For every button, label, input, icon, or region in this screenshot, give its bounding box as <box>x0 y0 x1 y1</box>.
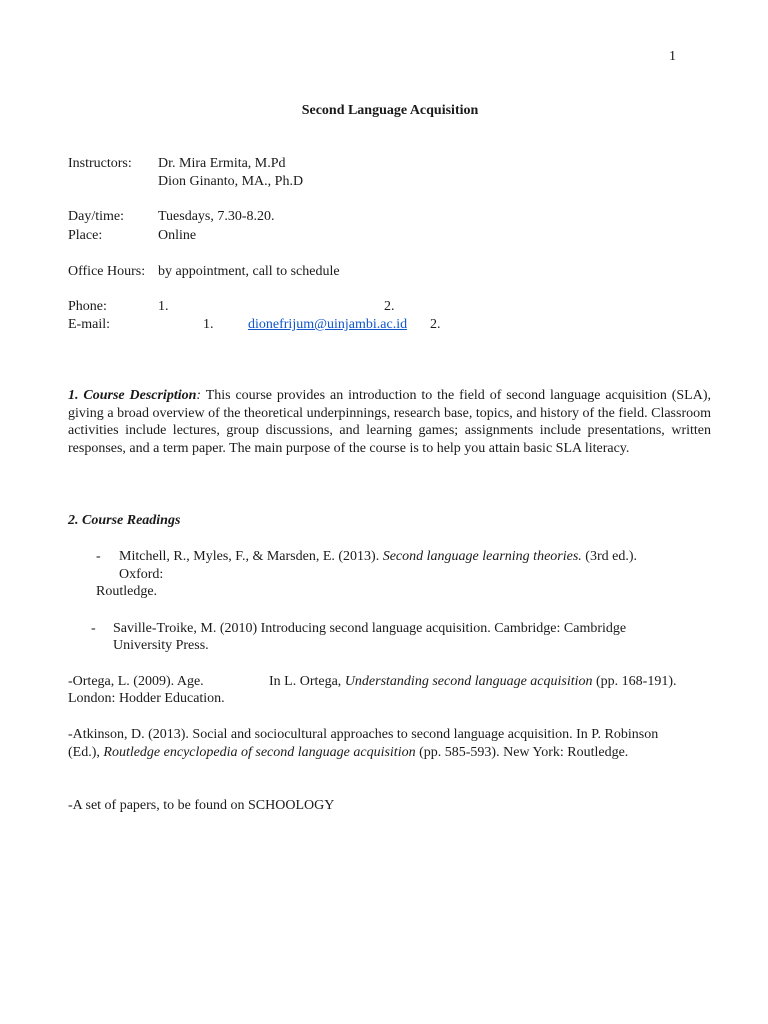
instructor-2: Dion Ginanto, MA., Ph.D <box>158 174 304 189</box>
course-readings-heading: 2. Course Readings <box>68 513 181 528</box>
reading-1-line2: Oxford: <box>119 567 164 582</box>
daytime-label: Day/time: <box>68 209 124 224</box>
reading-3-line2: London: Hodder Education. <box>68 691 225 706</box>
reading-4-book-title: Routledge encyclopedia of second language acquisition <box>103 745 416 760</box>
reading-2-dash: - <box>91 621 96 636</box>
email-2-number: 2. <box>430 317 441 332</box>
course-description-colon: : <box>196 388 202 403</box>
reading-5-line1: -A set of papers, to be found on SCHOOLOGY <box>68 798 335 813</box>
office-hours-value: by appointment, call to schedule <box>158 264 340 279</box>
reading-1-line3: Routledge. <box>96 584 158 599</box>
reading-3-line1-rest <box>269 673 677 691</box>
office-hours-label: Office Hours: <box>68 264 146 279</box>
reading-1-edition: (3rd ed.). <box>581 549 637 564</box>
reading-1-title: Second language learning theories. <box>382 549 582 564</box>
reading-4-line2 <box>68 744 628 762</box>
email-label: E-mail: <box>68 317 110 332</box>
reading-4-line1: -Atkinson, D. (2013). Social and sociocultural approaches to second language acquisition. In P. Robinson <box>68 727 659 742</box>
reading-1-dash: - <box>96 549 101 564</box>
phone-label: Phone: <box>68 299 107 314</box>
reading-1-line1 <box>119 548 637 566</box>
instructor-1: Dr. Mira Ermita, M.Pd <box>158 156 286 171</box>
reading-4-ed: (Ed.), <box>68 745 104 760</box>
reading-2-line1: Saville-Troike, M. (2010) Introducing second language acquisition. Cambridge: Cambridge <box>113 621 627 636</box>
page-number: 1 <box>669 49 676 64</box>
reading-4-pages: (pp. 585-593). New York: Routledge. <box>415 745 629 760</box>
course-description-text: This course provides an introduction to the field of second language acquisition (SLA), giving a broad overview of the theoretical underpinnings, research base, topics, and history of the field. Classroom activities include lectures, group discussions, and learning games; assignments include presentations, written responses, and a term paper. The main purpose of the course is to help you attain basic SLA literacy. <box>68 388 711 456</box>
place-label: Place: <box>68 228 103 243</box>
instructors-label: Instructors: <box>68 156 132 171</box>
daytime-value: Tuesdays, 7.30-8.20. <box>158 209 275 224</box>
reading-3-book-title: Understanding second language acquisition <box>344 674 593 689</box>
email-link[interactable]: dionefrijum@uinjambi.ac.id <box>248 317 408 332</box>
course-description-heading: 1. Course Description <box>68 388 197 403</box>
reading-3-editor: In L. Ortega, <box>269 674 345 689</box>
reading-3-line1-start: -Ortega, L. (2009). Age. <box>68 674 204 689</box>
document-title: Second Language Acquisition <box>301 103 479 118</box>
phone-1-number: 1. <box>158 299 169 314</box>
phone-2-number: 2. <box>384 299 395 314</box>
place-value: Online <box>158 228 197 243</box>
reading-1-authors: Mitchell, R., Myles, F., & Marsden, E. (2013). <box>119 549 383 564</box>
course-description-paragraph <box>68 387 711 457</box>
reading-2-line2: University Press. <box>113 638 209 653</box>
reading-3-pages: (pp. 168-191). <box>592 674 677 689</box>
email-1-number: 1. <box>203 317 214 332</box>
